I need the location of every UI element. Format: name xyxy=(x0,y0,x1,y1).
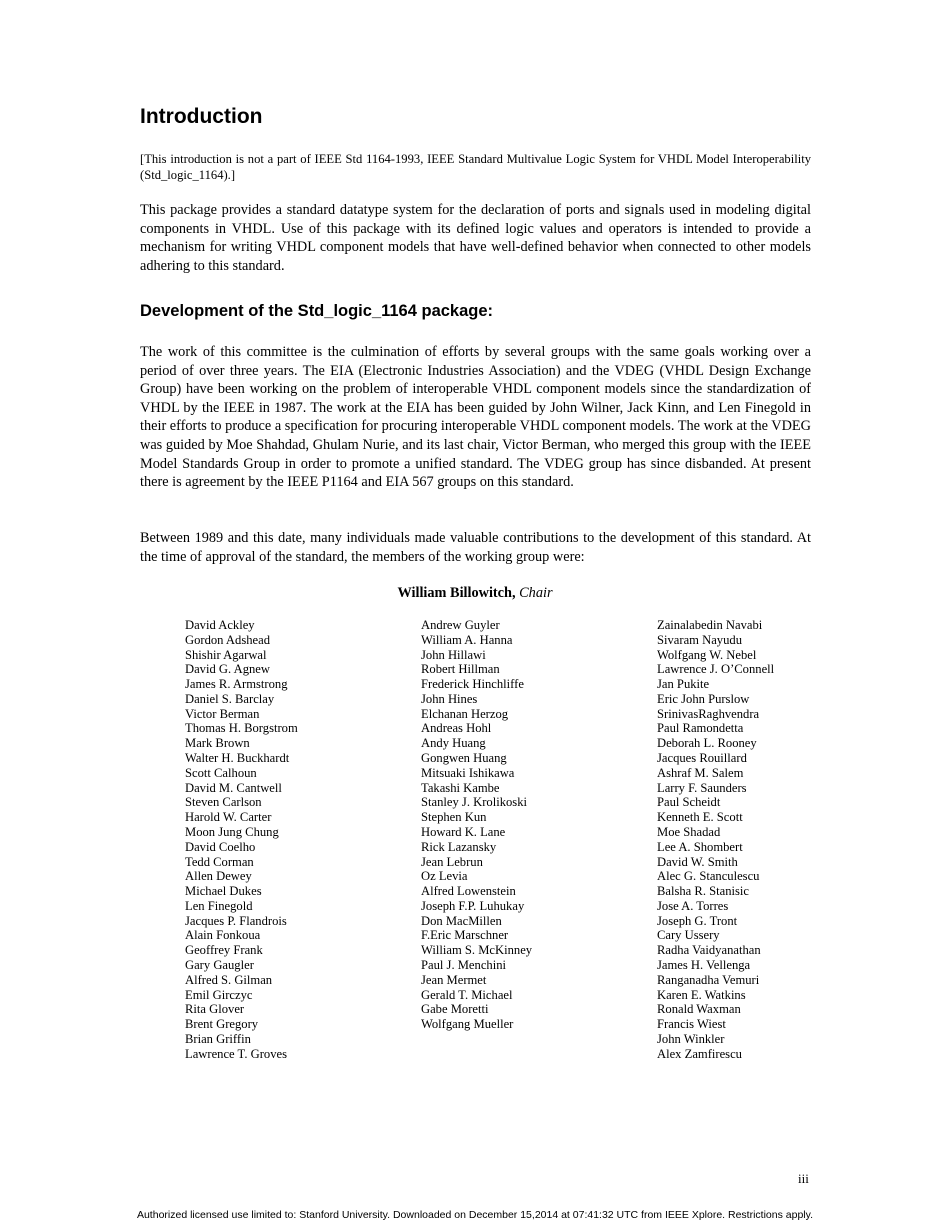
member-name: David G. Agnew xyxy=(185,662,270,677)
member-name: David W. Smith xyxy=(657,854,738,869)
member-name: Karen E. Watkins xyxy=(657,987,746,1002)
member-name: Steven Carlson xyxy=(185,795,262,810)
member-name: Elchanan Herzog xyxy=(421,706,509,721)
member-name: Alain Fonkoua xyxy=(185,928,261,943)
member-name: Allen Dewey xyxy=(185,869,252,884)
member-name: Len Finegold xyxy=(185,898,253,913)
development-paragraph: The work of this committee is the culmination of efforts by several groups with the same goals working over a period of over three years. The EIA (Electronic Industries Association) and the VDEG (VHDL Design Exchange Group) have been working on the problem of interoperable VHDL component models since the standardization of VHDL by the IEEE in 1987. The work at the EIA has been guided by John Wilner, Jack Kinn, and Len Finegold in their efforts to produce a specification for procuring interoperable VHDL component models. The work at the VDEG was guided by Moe Shahdad, Ghulam Nurie, and its last chair, Victor Berman, who merged this group with the IEEE Model Standards Group in order to promote a unified standard. The VDEG group has since disbanded. At present there is agreement by the IEEE P1164 and EIA 567 groups on this standard. xyxy=(140,344,811,491)
member-name: Robert Hillman xyxy=(421,662,500,677)
page-number: iii xyxy=(798,1171,809,1186)
member-name: Harold W. Carter xyxy=(185,810,272,825)
member-name: Lee A. Shombert xyxy=(657,839,743,854)
member-name: John Winkler xyxy=(657,1031,725,1046)
member-name: Paul Scheidt xyxy=(657,795,721,810)
member-list-column-3 xyxy=(657,618,774,1061)
chair-role: Chair xyxy=(519,585,553,601)
member-name: Andrew Guyler xyxy=(421,618,500,632)
member-name: Victor Berman xyxy=(185,706,260,721)
member-name: Tedd Corman xyxy=(185,854,254,869)
page-title: Introduction xyxy=(140,105,263,128)
member-name: James H. Vellenga xyxy=(657,957,751,972)
member-name: Ronald Waxman xyxy=(657,1002,741,1017)
member-name: Ashraf M. Salem xyxy=(657,765,744,780)
member-name: Deborah L. Rooney xyxy=(657,736,757,751)
member-name: Oz Levia xyxy=(421,869,468,884)
member-name: John Hines xyxy=(421,691,478,706)
member-name: Michael Dukes xyxy=(185,884,262,899)
member-name: Rick Lazansky xyxy=(421,839,497,854)
member-name: Frederick Hinchliffe xyxy=(421,677,524,692)
chair-name: William Billowitch, xyxy=(397,585,516,601)
member-name: Alec G. Stanculescu xyxy=(657,869,760,884)
intro-note: [This introduction is not a part of IEEE Std 1164-1993, IEEE Standard Multivalue Logic System for VHDL Model Interoperability (Std_logic_1164).] xyxy=(140,152,811,182)
member-name: Wolfgang Mueller xyxy=(421,1017,514,1032)
member-name: Paul Ramondetta xyxy=(657,721,744,736)
member-name: Walter H. Buckhardt xyxy=(185,751,290,766)
member-name: Balsha R. Stanisic xyxy=(657,884,749,899)
member-name: Zainalabedin Navabi xyxy=(657,618,763,632)
member-name: Radha Vaidyanathan xyxy=(657,943,761,958)
member-name: Kenneth E. Scott xyxy=(657,810,743,825)
intro-paragraph: This package provides a standard datatype system for the declaration of ports and signals used in modeling digital components in VHDL. Use of this package with its defined logic values and operators is intended to provide a mechanism for writing VHDL component models that have well-defined behavior when connected to other models adhering to this standard. xyxy=(140,202,811,274)
member-name: Andy Huang xyxy=(421,736,486,751)
member-name: Gabe Moretti xyxy=(421,1002,489,1017)
member-name: Jan Pukite xyxy=(657,677,710,692)
working-group-chair xyxy=(0,585,950,602)
member-name: Brent Gregory xyxy=(185,1017,259,1032)
member-name: Shishir Agarwal xyxy=(185,647,267,662)
member-name: SrinivasRaghvendra xyxy=(657,706,760,721)
member-name: Wolfgang W. Nebel xyxy=(657,647,757,662)
member-name: David M. Cantwell xyxy=(185,780,282,795)
member-name: David Ackley xyxy=(185,618,255,632)
member-name: Alfred Lowenstein xyxy=(421,884,516,899)
member-name: Stanley J. Krolikoski xyxy=(421,795,527,810)
member-name: William A. Hanna xyxy=(421,632,513,647)
section-heading: Development of the Std_logic_1164 package: xyxy=(140,302,494,320)
member-name: Don MacMillen xyxy=(421,913,502,928)
member-name: Larry F. Saunders xyxy=(657,780,747,795)
member-name: Moon Jung Chung xyxy=(185,824,279,839)
member-name: Lawrence T. Groves xyxy=(185,1046,287,1061)
member-name: Lawrence J. O’Connell xyxy=(657,662,775,677)
member-name: Eric John Purslow xyxy=(657,691,750,706)
member-name: Geoffrey Frank xyxy=(185,943,263,958)
member-list-column-2 xyxy=(421,618,532,1032)
member-name: Alex Zamfirescu xyxy=(657,1046,742,1061)
member-name: Emil Girczyc xyxy=(185,987,253,1002)
member-name: Jean Mermet xyxy=(421,972,487,987)
member-name: Brian Griffin xyxy=(185,1031,251,1046)
member-name: Cary Ussery xyxy=(657,928,720,943)
member-name: Sivaram Nayudu xyxy=(657,632,742,647)
member-name: Moe Shadad xyxy=(657,824,721,839)
member-name: Jacques Rouillard xyxy=(657,751,747,766)
member-name: David Coelho xyxy=(185,839,256,854)
member-list-column-1 xyxy=(185,618,298,1061)
member-name: Gongwen Huang xyxy=(421,751,507,766)
member-name: John Hillawi xyxy=(421,647,486,662)
member-name: Ranganadha Vemuri xyxy=(657,972,760,987)
member-name: James R. Armstrong xyxy=(185,677,288,692)
member-name: Gordon Adshead xyxy=(185,632,270,647)
members-paragraph: Between 1989 and this date, many individuals made valuable contributions to the development of this standard. At the time of approval of the standard, the members of the working group were: xyxy=(140,530,811,565)
member-name: F.Eric Marschner xyxy=(421,928,509,943)
member-name: Jose A. Torres xyxy=(657,898,729,913)
member-name: Daniel S. Barclay xyxy=(185,691,275,706)
member-name: Gerald T. Michael xyxy=(421,987,513,1002)
member-name: Thomas H. Borgstrom xyxy=(185,721,298,736)
member-name: Alfred S. Gilman xyxy=(185,972,273,987)
member-name: Rita Glover xyxy=(185,1002,245,1017)
member-name: Takashi Kambe xyxy=(421,780,500,795)
member-name: Scott Calhoun xyxy=(185,765,257,780)
member-name: Andreas Hohl xyxy=(421,721,492,736)
member-name: Joseph G. Tront xyxy=(657,913,738,928)
member-name: Mark Brown xyxy=(185,736,250,751)
member-name: Howard K. Lane xyxy=(421,824,506,839)
member-name: Gary Gaugler xyxy=(185,957,254,972)
member-name: Jean Lebrun xyxy=(421,854,483,869)
member-name: Paul J. Menchini xyxy=(421,957,507,972)
member-name: Jacques P. Flandrois xyxy=(185,913,287,928)
license-footer: Authorized licensed use limited to: Stanford University. Downloaded on December 15,2014 at 07:41:32 UTC from IEEE Xplore. Restrictions apply. xyxy=(136,1209,814,1221)
member-name: Stephen Kun xyxy=(421,810,487,825)
member-name: Francis Wiest xyxy=(657,1017,726,1032)
member-name: Joseph F.P. Luhukay xyxy=(421,898,525,913)
member-name: William S. McKinney xyxy=(421,943,533,958)
member-name: Mitsuaki Ishikawa xyxy=(421,765,515,780)
